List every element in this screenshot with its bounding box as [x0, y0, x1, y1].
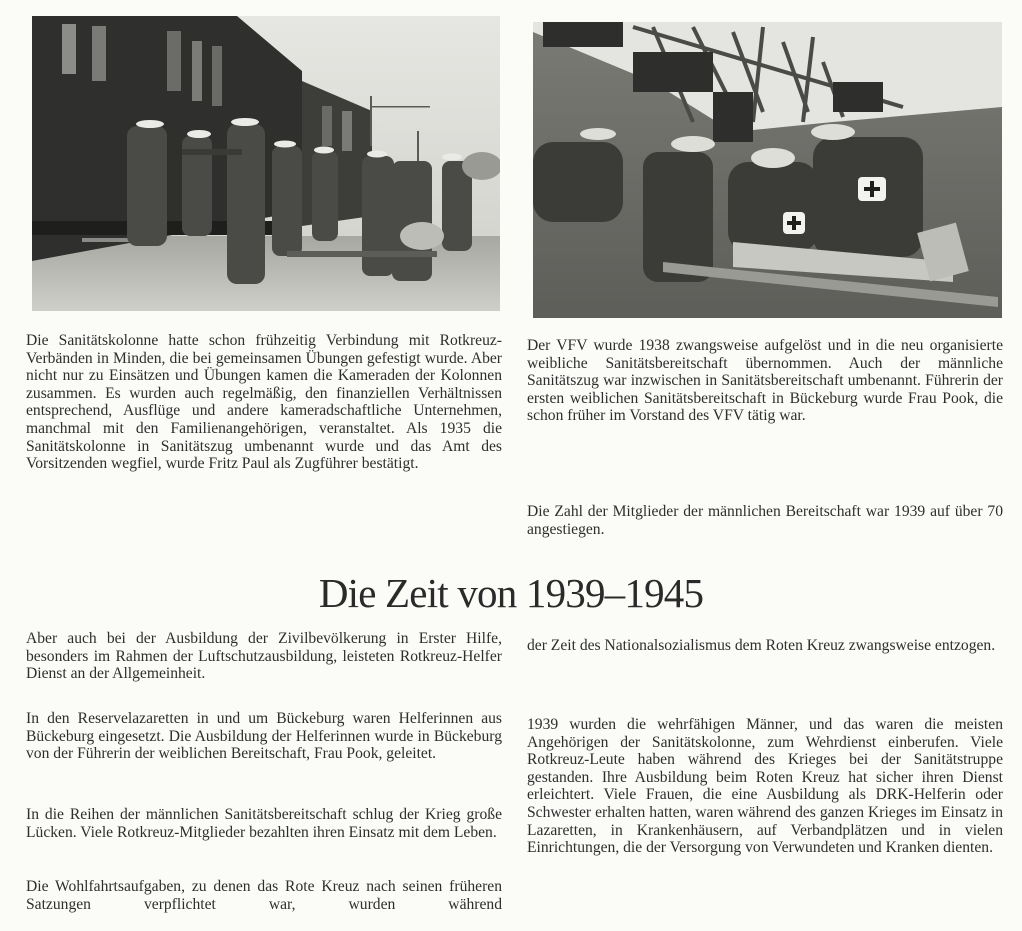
paragraph-reservelazarette: In den Reservelazaretten in und um Bückeburg waren Helferinnen aus Bückeburg eingesetzt. Die Ausbildung der Helferinnen wurde in Bückeburg von der Führerin der weiblichen Bereitschaft, Frau Pook, geleitet. [26, 710, 502, 763]
paragraph-vfv-1938: Der VFV wurde 1938 zwangsweise aufgelöst und in die neu organisierte weibliche Sanitätsbereitschaft übernommen. Auch der männliche Sanitätszug war inzwischen in Sanitätsbereitschaft umbenannt. Führerin der ersten weiblichen Sanitätsbereitschaft in Bückeburg wurde Frau Pook, die schon früher im Vorstand des VFV tätig war. [527, 337, 1003, 425]
paragraph-wohlfahrtsaufgaben: Die Wohlfahrtsaufgaben, zu denen das Rote Kreuz nach seinen früheren Satzungen verpflichtet war, wurden während [26, 878, 502, 913]
paragraph-nationalsozialismus-continuation: der Zeit des Nationalsozialismus dem Roten Kreuz zwangsweise entzogen. [527, 637, 996, 654]
embankment-photo-illustration [533, 22, 1002, 318]
photo-stretcher-embankment [533, 22, 1002, 318]
paragraph-wehrdienst-1939: 1939 wurden die wehrfähigen Männer, und das waren die meisten Angehörigen der Sanitätskolonne, zum Wehrdienst einberufen. Viele Rotkreuz-Leute haben während des Krieges bei der Sanitätstruppe gestanden. Ihre Ausbildung beim Roten Kreuz hat sicher ihren Dienst erleichtert. Viele Frauen, die eine Ausbildung als DRK-Helferin oder Schwester erhalten hatten, waren während des ganzen Krieges im Einsatz in Lazaretten, in Krankenhäusern, auf Verbandplätzen und in vielen Einrichtungen, die der Versorgung von Verwundeten und Kranken dienten. [527, 716, 1003, 857]
photo-train-loading [32, 16, 500, 311]
paragraph-zivilbevoelkerung: Aber auch bei der Ausbildung der Zivilbevölkerung in Erster Hilfe, besonders im Rahmen der Luftschutzausbildung, leisteten Rotkreuz-Helfer Dienst an der Allgemeinheit. [26, 630, 502, 683]
paragraph-sanitaetskolonne-minden: Die Sanitätskolonne hatte schon frühzeitig Verbindung mit Rotkreuz-Verbänden in Minden, die bei gemeinsamen Übungen gefestigt wurde. Aber nicht nur zu Einsätzen und Übungen kamen die Kameraden der Kolonnen zusammen. Es wurden auch regelmäßig, den finanziellen Verhältnissen entsprechend, Ausflüge und andere kameradschaftliche Unternehmen, manchmal mit den Familienangehörigen, veranstaltet. Als 1935 die Sanitätskolonne in Sanitätszug umbenannt wurde und das Amt des Vorsitzenden wegfiel, wurde Fritz Paul als Zugführer bestätigt. [26, 332, 502, 473]
train-photo-illustration [32, 16, 500, 311]
paragraph-kriegsluecken: In die Reihen der männlichen Sanitätsbereitschaft schlug der Krieg große Lücken. Viele Rotkreuz-Mitglieder bezahlten ihren Einsatz mit dem Leben. [26, 806, 502, 841]
section-heading: Die Zeit von 1939–1945 [318, 570, 704, 616]
paragraph-mitglieder-1939: Die Zahl der Mitglieder der männlichen Bereitschaft war 1939 auf über 70 angestiegen. [527, 503, 1003, 538]
